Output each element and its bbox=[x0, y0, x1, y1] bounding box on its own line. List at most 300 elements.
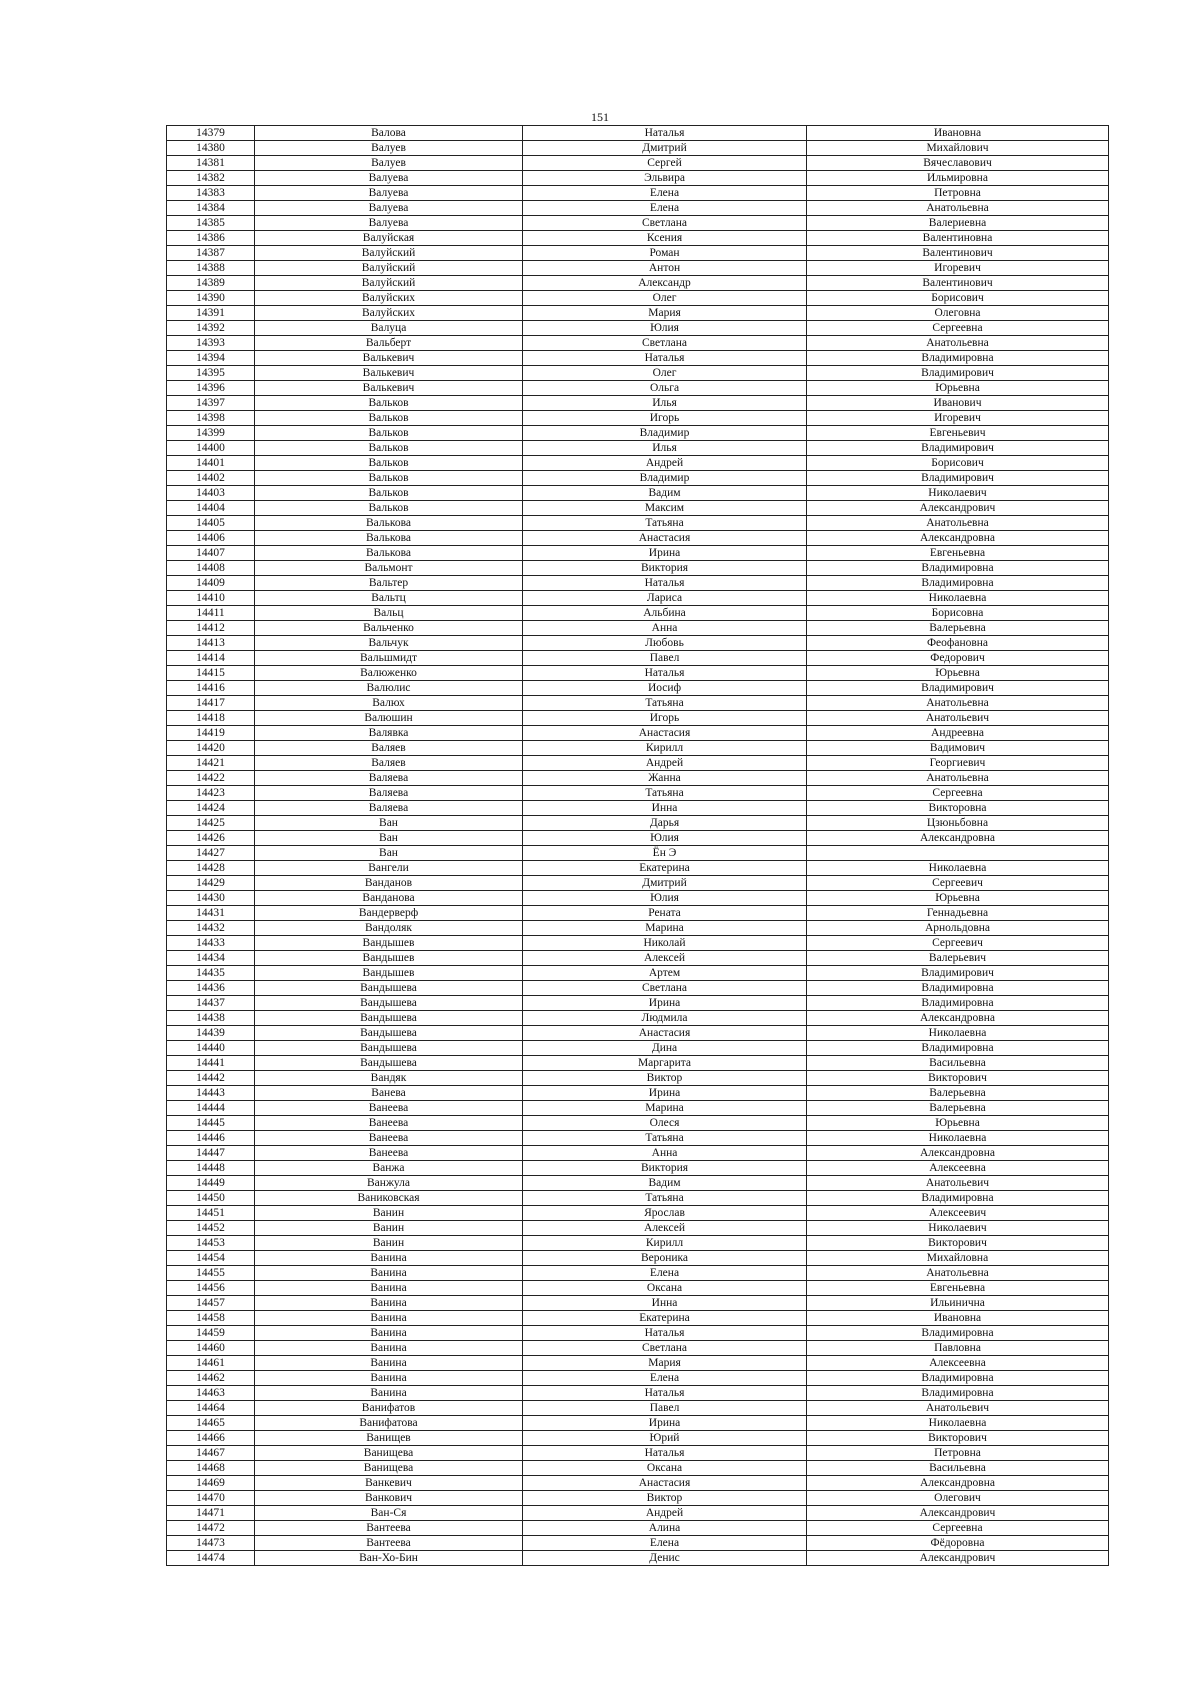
patronymic-cell: Васильевна bbox=[807, 1056, 1109, 1071]
row-number-cell: 14469 bbox=[167, 1476, 255, 1491]
first-name-cell: Анастасия bbox=[523, 726, 807, 741]
row-number-cell: 14430 bbox=[167, 891, 255, 906]
last-name-cell: Валяева bbox=[255, 771, 523, 786]
patronymic-cell: Владимирович bbox=[807, 966, 1109, 981]
patronymic-cell: Владимировна bbox=[807, 561, 1109, 576]
patronymic-cell: Владимировна bbox=[807, 1371, 1109, 1386]
last-name-cell: Вангели bbox=[255, 861, 523, 876]
row-number-cell: 14395 bbox=[167, 366, 255, 381]
patronymic-cell: Валентинович bbox=[807, 276, 1109, 291]
last-name-cell: Вальков bbox=[255, 486, 523, 501]
table-row bbox=[167, 291, 1109, 306]
table-row bbox=[167, 1026, 1109, 1041]
last-name-cell: Валуйский bbox=[255, 246, 523, 261]
patronymic-cell: Феофановна bbox=[807, 636, 1109, 651]
first-name-cell: Ирина bbox=[523, 1086, 807, 1101]
first-name-cell: Виктория bbox=[523, 1161, 807, 1176]
row-number-cell: 14451 bbox=[167, 1206, 255, 1221]
last-name-cell: Ванищева bbox=[255, 1446, 523, 1461]
table-row bbox=[167, 516, 1109, 531]
table-row bbox=[167, 801, 1109, 816]
table-row bbox=[167, 126, 1109, 141]
row-number-cell: 14393 bbox=[167, 336, 255, 351]
row-number-cell: 14436 bbox=[167, 981, 255, 996]
patronymic-cell: Алексеевна bbox=[807, 1161, 1109, 1176]
first-name-cell: Иосиф bbox=[523, 681, 807, 696]
last-name-cell: Ванеева bbox=[255, 1116, 523, 1131]
patronymic-cell: Анатольевна bbox=[807, 516, 1109, 531]
last-name-cell: Ванеева bbox=[255, 1131, 523, 1146]
patronymic-cell: Анатольевна bbox=[807, 771, 1109, 786]
patronymic-cell: Валериевна bbox=[807, 216, 1109, 231]
patronymic-cell: Александрович bbox=[807, 1551, 1109, 1566]
last-name-cell: Ванина bbox=[255, 1296, 523, 1311]
patronymic-cell: Александровна bbox=[807, 1476, 1109, 1491]
row-number-cell: 14443 bbox=[167, 1086, 255, 1101]
first-name-cell: Инна bbox=[523, 1296, 807, 1311]
last-name-cell: Вальков bbox=[255, 441, 523, 456]
table-row bbox=[167, 1386, 1109, 1401]
table-row bbox=[167, 786, 1109, 801]
table-row bbox=[167, 996, 1109, 1011]
last-name-cell: Вандышева bbox=[255, 1026, 523, 1041]
first-name-cell: Людмила bbox=[523, 1011, 807, 1026]
row-number-cell: 14461 bbox=[167, 1356, 255, 1371]
last-name-cell: Вандышева bbox=[255, 1056, 523, 1071]
table-row bbox=[167, 441, 1109, 456]
last-name-cell: Вальков bbox=[255, 456, 523, 471]
row-number-cell: 14458 bbox=[167, 1311, 255, 1326]
patronymic-cell: Ильинична bbox=[807, 1296, 1109, 1311]
first-name-cell: Любовь bbox=[523, 636, 807, 651]
first-name-cell: Олег bbox=[523, 291, 807, 306]
last-name-cell: Валяева bbox=[255, 801, 523, 816]
table-row bbox=[167, 1086, 1109, 1101]
patronymic-cell bbox=[807, 846, 1109, 861]
row-number-cell: 14457 bbox=[167, 1296, 255, 1311]
last-name-cell: Ван-Хо-Бин bbox=[255, 1551, 523, 1566]
patronymic-cell: Николаевич bbox=[807, 1221, 1109, 1236]
first-name-cell: Светлана bbox=[523, 981, 807, 996]
row-number-cell: 14450 bbox=[167, 1191, 255, 1206]
table-row bbox=[167, 1416, 1109, 1431]
first-name-cell: Антон bbox=[523, 261, 807, 276]
last-name-cell: Валяев bbox=[255, 756, 523, 771]
first-name-cell: Юрий bbox=[523, 1431, 807, 1446]
last-name-cell: Ванин bbox=[255, 1221, 523, 1236]
first-name-cell: Оксана bbox=[523, 1461, 807, 1476]
first-name-cell: Андрей bbox=[523, 756, 807, 771]
first-name-cell: Ирина bbox=[523, 996, 807, 1011]
row-number-cell: 14472 bbox=[167, 1521, 255, 1536]
patronymic-cell: Юрьевна bbox=[807, 891, 1109, 906]
row-number-cell: 14400 bbox=[167, 441, 255, 456]
last-name-cell: Вандышев bbox=[255, 966, 523, 981]
first-name-cell: Вадим bbox=[523, 1176, 807, 1191]
table-row bbox=[167, 381, 1109, 396]
patronymic-cell: Олегович bbox=[807, 1491, 1109, 1506]
patronymic-cell: Владимировна bbox=[807, 576, 1109, 591]
patronymic-cell: Владимировна bbox=[807, 981, 1109, 996]
row-number-cell: 14386 bbox=[167, 231, 255, 246]
patronymic-cell: Валерьевич bbox=[807, 951, 1109, 966]
first-name-cell: Максим bbox=[523, 501, 807, 516]
first-name-cell: Елена bbox=[523, 186, 807, 201]
table-row bbox=[167, 1431, 1109, 1446]
table-row bbox=[167, 1191, 1109, 1206]
first-name-cell: Наталья bbox=[523, 1446, 807, 1461]
first-name-cell: Мария bbox=[523, 1356, 807, 1371]
table-row bbox=[167, 1056, 1109, 1071]
row-number-cell: 14459 bbox=[167, 1326, 255, 1341]
row-number-cell: 14434 bbox=[167, 951, 255, 966]
first-name-cell: Марина bbox=[523, 921, 807, 936]
last-name-cell: Ванина bbox=[255, 1251, 523, 1266]
row-number-cell: 14412 bbox=[167, 621, 255, 636]
first-name-cell: Олеся bbox=[523, 1116, 807, 1131]
first-name-cell: Ирина bbox=[523, 1416, 807, 1431]
table-row bbox=[167, 396, 1109, 411]
first-name-cell: Олег bbox=[523, 366, 807, 381]
patronymic-cell: Иванович bbox=[807, 396, 1109, 411]
row-number-cell: 14468 bbox=[167, 1461, 255, 1476]
table-row bbox=[167, 906, 1109, 921]
first-name-cell: Екатерина bbox=[523, 861, 807, 876]
row-number-cell: 14406 bbox=[167, 531, 255, 546]
first-name-cell: Альбина bbox=[523, 606, 807, 621]
patronymic-cell: Анатольевна bbox=[807, 201, 1109, 216]
table-row bbox=[167, 1131, 1109, 1146]
last-name-cell: Вальмонт bbox=[255, 561, 523, 576]
last-name-cell: Вандышев bbox=[255, 951, 523, 966]
last-name-cell: Вандяк bbox=[255, 1071, 523, 1086]
patronymic-cell: Игоревич bbox=[807, 261, 1109, 276]
row-number-cell: 14416 bbox=[167, 681, 255, 696]
table-row bbox=[167, 186, 1109, 201]
last-name-cell: Вандышева bbox=[255, 1041, 523, 1056]
first-name-cell: Светлана bbox=[523, 1341, 807, 1356]
first-name-cell: Виктор bbox=[523, 1071, 807, 1086]
patronymic-cell: Ивановна bbox=[807, 1311, 1109, 1326]
last-name-cell: Валькова bbox=[255, 546, 523, 561]
table-row bbox=[167, 771, 1109, 786]
row-number-cell: 14452 bbox=[167, 1221, 255, 1236]
last-name-cell: Вальков bbox=[255, 396, 523, 411]
patronymic-cell: Николаевна bbox=[807, 591, 1109, 606]
row-number-cell: 14404 bbox=[167, 501, 255, 516]
table-row bbox=[167, 456, 1109, 471]
patronymic-cell: Евгеньевич bbox=[807, 426, 1109, 441]
row-number-cell: 14380 bbox=[167, 141, 255, 156]
first-name-cell: Кирилл bbox=[523, 741, 807, 756]
table-row bbox=[167, 561, 1109, 576]
patronymic-cell: Сергеевич bbox=[807, 876, 1109, 891]
first-name-cell: Оксана bbox=[523, 1281, 807, 1296]
patronymic-cell: Анатольевна bbox=[807, 696, 1109, 711]
patronymic-cell: Алексеевич bbox=[807, 1206, 1109, 1221]
row-number-cell: 14421 bbox=[167, 756, 255, 771]
patronymic-cell: Николаевна bbox=[807, 1026, 1109, 1041]
patronymic-cell: Валерьевна bbox=[807, 621, 1109, 636]
table-row bbox=[167, 141, 1109, 156]
patronymic-cell: Владимирович bbox=[807, 366, 1109, 381]
last-name-cell: Вальченко bbox=[255, 621, 523, 636]
table-row bbox=[167, 201, 1109, 216]
first-name-cell: Александр bbox=[523, 276, 807, 291]
first-name-cell: Илья bbox=[523, 396, 807, 411]
table-row bbox=[167, 846, 1109, 861]
table-row bbox=[167, 1266, 1109, 1281]
first-name-cell: Владимир bbox=[523, 426, 807, 441]
row-number-cell: 14463 bbox=[167, 1386, 255, 1401]
row-number-cell: 14467 bbox=[167, 1446, 255, 1461]
first-name-cell: Виктор bbox=[523, 1491, 807, 1506]
patronymic-cell: Георгиевич bbox=[807, 756, 1109, 771]
patronymic-cell: Николаевна bbox=[807, 1131, 1109, 1146]
row-number-cell: 14422 bbox=[167, 771, 255, 786]
table-row bbox=[167, 741, 1109, 756]
row-number-cell: 14387 bbox=[167, 246, 255, 261]
table-row bbox=[167, 1206, 1109, 1221]
patronymic-cell: Александровна bbox=[807, 831, 1109, 846]
patronymic-cell: Владимировна bbox=[807, 1041, 1109, 1056]
patronymic-cell: Юрьевна bbox=[807, 666, 1109, 681]
last-name-cell: Вандоляк bbox=[255, 921, 523, 936]
first-name-cell: Наталья bbox=[523, 1326, 807, 1341]
table-row bbox=[167, 1461, 1109, 1476]
row-number-cell: 14433 bbox=[167, 936, 255, 951]
first-name-cell: Дмитрий bbox=[523, 876, 807, 891]
table-row bbox=[167, 1221, 1109, 1236]
row-number-cell: 14439 bbox=[167, 1026, 255, 1041]
table-row bbox=[167, 546, 1109, 561]
patronymic-cell: Петровна bbox=[807, 186, 1109, 201]
row-number-cell: 14431 bbox=[167, 906, 255, 921]
patronymic-cell: Вадимович bbox=[807, 741, 1109, 756]
table-row bbox=[167, 831, 1109, 846]
patronymic-cell: Николаевна bbox=[807, 861, 1109, 876]
last-name-cell: Валькова bbox=[255, 516, 523, 531]
table-row bbox=[167, 471, 1109, 486]
row-number-cell: 14394 bbox=[167, 351, 255, 366]
last-name-cell: Ванина bbox=[255, 1281, 523, 1296]
last-name-cell: Валуйских bbox=[255, 291, 523, 306]
table-row bbox=[167, 411, 1109, 426]
last-name-cell: Валуйских bbox=[255, 306, 523, 321]
first-name-cell: Наталья bbox=[523, 126, 807, 141]
row-number-cell: 14445 bbox=[167, 1116, 255, 1131]
table-row bbox=[167, 591, 1109, 606]
row-number-cell: 14418 bbox=[167, 711, 255, 726]
patronymic-cell: Валентиновна bbox=[807, 231, 1109, 246]
patronymic-cell: Сергеевна bbox=[807, 321, 1109, 336]
patronymic-cell: Анатольевна bbox=[807, 336, 1109, 351]
table-row bbox=[167, 1491, 1109, 1506]
row-number-cell: 14396 bbox=[167, 381, 255, 396]
row-number-cell: 14382 bbox=[167, 171, 255, 186]
table-row bbox=[167, 981, 1109, 996]
last-name-cell: Вальшмидт bbox=[255, 651, 523, 666]
table-row bbox=[167, 1161, 1109, 1176]
last-name-cell: Ванкевич bbox=[255, 1476, 523, 1491]
last-name-cell: Вандышева bbox=[255, 981, 523, 996]
table-row bbox=[167, 951, 1109, 966]
row-number-cell: 14448 bbox=[167, 1161, 255, 1176]
first-name-cell: Кирилл bbox=[523, 1236, 807, 1251]
first-name-cell: Анна bbox=[523, 1146, 807, 1161]
table-row bbox=[167, 636, 1109, 651]
first-name-cell: Павел bbox=[523, 651, 807, 666]
last-name-cell: Вальков bbox=[255, 426, 523, 441]
last-name-cell: Валова bbox=[255, 126, 523, 141]
first-name-cell: Илья bbox=[523, 441, 807, 456]
last-name-cell: Валюлис bbox=[255, 681, 523, 696]
row-number-cell: 14383 bbox=[167, 186, 255, 201]
table-row bbox=[167, 231, 1109, 246]
first-name-cell: Анна bbox=[523, 621, 807, 636]
table-row bbox=[167, 726, 1109, 741]
row-number-cell: 14402 bbox=[167, 471, 255, 486]
row-number-cell: 14465 bbox=[167, 1416, 255, 1431]
last-name-cell: Вантеева bbox=[255, 1536, 523, 1551]
row-number-cell: 14420 bbox=[167, 741, 255, 756]
last-name-cell: Ванин bbox=[255, 1206, 523, 1221]
first-name-cell: Наталья bbox=[523, 351, 807, 366]
patronymic-cell: Владимировна bbox=[807, 1326, 1109, 1341]
last-name-cell: Валяева bbox=[255, 786, 523, 801]
patronymic-cell: Александровна bbox=[807, 1011, 1109, 1026]
last-name-cell: Валуйский bbox=[255, 276, 523, 291]
last-name-cell: Валуев bbox=[255, 156, 523, 171]
table-row bbox=[167, 1071, 1109, 1086]
row-number-cell: 14432 bbox=[167, 921, 255, 936]
last-name-cell: Ван bbox=[255, 846, 523, 861]
row-number-cell: 14470 bbox=[167, 1491, 255, 1506]
last-name-cell: Ванифатова bbox=[255, 1416, 523, 1431]
first-name-cell: Анастасия bbox=[523, 531, 807, 546]
row-number-cell: 14414 bbox=[167, 651, 255, 666]
table-row bbox=[167, 876, 1109, 891]
patronymic-cell: Федорович bbox=[807, 651, 1109, 666]
last-name-cell: Валюх bbox=[255, 696, 523, 711]
patronymic-cell: Викторович bbox=[807, 1431, 1109, 1446]
first-name-cell: Наталья bbox=[523, 576, 807, 591]
last-name-cell: Ванжа bbox=[255, 1161, 523, 1176]
last-name-cell: Валуева bbox=[255, 201, 523, 216]
table-row bbox=[167, 696, 1109, 711]
patronymic-cell: Михайлович bbox=[807, 141, 1109, 156]
table-row bbox=[167, 1401, 1109, 1416]
last-name-cell: Валявка bbox=[255, 726, 523, 741]
table-row bbox=[167, 681, 1109, 696]
patronymic-cell: Геннадьевна bbox=[807, 906, 1109, 921]
row-number-cell: 14385 bbox=[167, 216, 255, 231]
first-name-cell: Елена bbox=[523, 1536, 807, 1551]
table-row bbox=[167, 1296, 1109, 1311]
patronymic-cell: Фёдоровна bbox=[807, 1536, 1109, 1551]
table-row bbox=[167, 651, 1109, 666]
table-row bbox=[167, 306, 1109, 321]
last-name-cell: Ванданов bbox=[255, 876, 523, 891]
row-number-cell: 14390 bbox=[167, 291, 255, 306]
table-row bbox=[167, 606, 1109, 621]
last-name-cell: Валькова bbox=[255, 531, 523, 546]
registry-table bbox=[166, 125, 1109, 1566]
last-name-cell: Валуева bbox=[255, 186, 523, 201]
first-name-cell: Лариса bbox=[523, 591, 807, 606]
last-name-cell: Вандерверф bbox=[255, 906, 523, 921]
first-name-cell: Екатерина bbox=[523, 1311, 807, 1326]
table-row bbox=[167, 576, 1109, 591]
last-name-cell: Ванина bbox=[255, 1341, 523, 1356]
last-name-cell: Ванеева bbox=[255, 1101, 523, 1116]
patronymic-cell: Анатольевич bbox=[807, 1176, 1109, 1191]
last-name-cell: Валуева bbox=[255, 216, 523, 231]
row-number-cell: 14447 bbox=[167, 1146, 255, 1161]
first-name-cell: Ольга bbox=[523, 381, 807, 396]
patronymic-cell: Андреевна bbox=[807, 726, 1109, 741]
last-name-cell: Валуева bbox=[255, 171, 523, 186]
last-name-cell: Ванина bbox=[255, 1311, 523, 1326]
first-name-cell: Андрей bbox=[523, 1506, 807, 1521]
last-name-cell: Валуйская bbox=[255, 231, 523, 246]
patronymic-cell: Евгеньевна bbox=[807, 1281, 1109, 1296]
first-name-cell: Дина bbox=[523, 1041, 807, 1056]
row-number-cell: 14384 bbox=[167, 201, 255, 216]
table-row bbox=[167, 921, 1109, 936]
row-number-cell: 14425 bbox=[167, 816, 255, 831]
table-row bbox=[167, 756, 1109, 771]
first-name-cell: Инна bbox=[523, 801, 807, 816]
patronymic-cell: Петровна bbox=[807, 1446, 1109, 1461]
row-number-cell: 14428 bbox=[167, 861, 255, 876]
last-name-cell: Валюшин bbox=[255, 711, 523, 726]
first-name-cell: Виктория bbox=[523, 561, 807, 576]
row-number-cell: 14471 bbox=[167, 1506, 255, 1521]
patronymic-cell: Алексеевна bbox=[807, 1356, 1109, 1371]
last-name-cell: Вальков bbox=[255, 411, 523, 426]
row-number-cell: 14437 bbox=[167, 996, 255, 1011]
patronymic-cell: Владимировна bbox=[807, 351, 1109, 366]
first-name-cell: Анастасия bbox=[523, 1476, 807, 1491]
table-row bbox=[167, 1041, 1109, 1056]
patronymic-cell: Викторович bbox=[807, 1236, 1109, 1251]
table-row bbox=[167, 621, 1109, 636]
patronymic-cell: Анатольевна bbox=[807, 1266, 1109, 1281]
patronymic-cell: Цзюньбовна bbox=[807, 816, 1109, 831]
row-number-cell: 14446 bbox=[167, 1131, 255, 1146]
table-row bbox=[167, 1446, 1109, 1461]
last-name-cell: Ванина bbox=[255, 1326, 523, 1341]
first-name-cell: Татьяна bbox=[523, 1191, 807, 1206]
table-row bbox=[167, 531, 1109, 546]
table-row bbox=[167, 336, 1109, 351]
row-number-cell: 14391 bbox=[167, 306, 255, 321]
patronymic-cell: Александровна bbox=[807, 1146, 1109, 1161]
patronymic-cell: Валерьевна bbox=[807, 1101, 1109, 1116]
table-row bbox=[167, 171, 1109, 186]
table-row bbox=[167, 486, 1109, 501]
first-name-cell: Наталья bbox=[523, 1386, 807, 1401]
last-name-cell: Ванифатов bbox=[255, 1401, 523, 1416]
table-row bbox=[167, 966, 1109, 981]
registry-body bbox=[167, 126, 1109, 1566]
last-name-cell: Ванданова bbox=[255, 891, 523, 906]
row-number-cell: 14438 bbox=[167, 1011, 255, 1026]
last-name-cell: Валуев bbox=[255, 141, 523, 156]
last-name-cell: Вальтц bbox=[255, 591, 523, 606]
first-name-cell: Дмитрий bbox=[523, 141, 807, 156]
